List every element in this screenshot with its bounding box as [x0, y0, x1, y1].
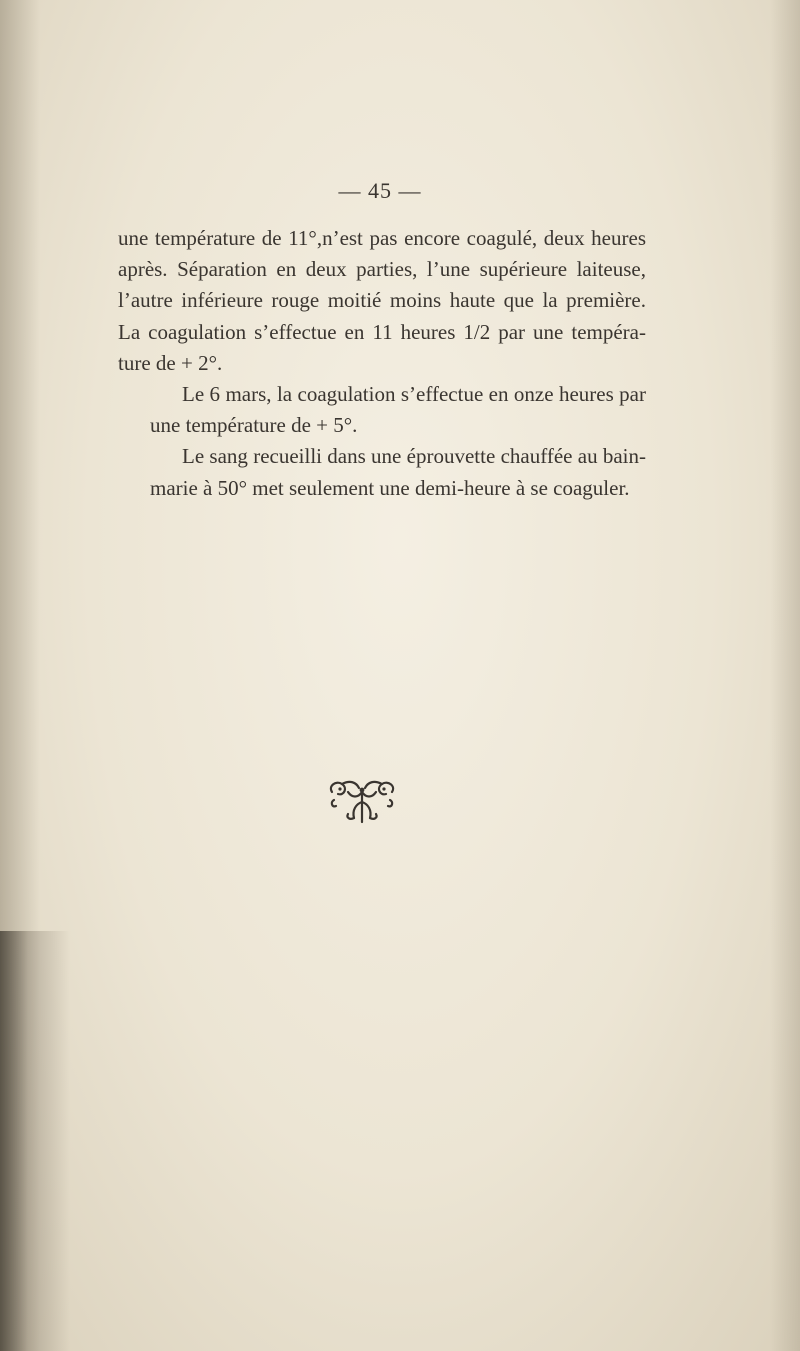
- text-line: ture de + 2°.: [118, 350, 223, 375]
- text-line: Le sang recueilli dans une éprouvette chauffée au bain-: [182, 444, 646, 469]
- text-line: La coagulation s’effectue en 11 heures 1/2 par une tempéra-: [118, 319, 646, 344]
- page-edge-shadow-right: [770, 0, 800, 1351]
- fleuron-ornament-icon: [326, 778, 398, 824]
- text-line: marie à 50° met seulement une demi-heure à se coaguler.: [150, 475, 630, 500]
- page-corner-shadow: [0, 931, 70, 1351]
- paragraph-2: [118, 379, 646, 441]
- text-line: Le 6 mars, la coagulation s’effectue en onze heures par: [182, 382, 646, 407]
- body-text: [118, 223, 646, 504]
- page-number: — 45 —: [338, 178, 422, 203]
- text-line: une température de + 5°.: [150, 413, 358, 438]
- paragraph-3: [118, 441, 646, 503]
- text-line: une température de 11°,n’est pas encore coagulé, deux heures: [118, 226, 646, 250]
- paragraph-1: [118, 223, 646, 379]
- text-line: l’autre inférieure rouge moitié moins haute que la première.: [118, 288, 646, 313]
- text-line: après. Séparation en deux parties, l’une supérieure laiteuse,: [118, 257, 646, 282]
